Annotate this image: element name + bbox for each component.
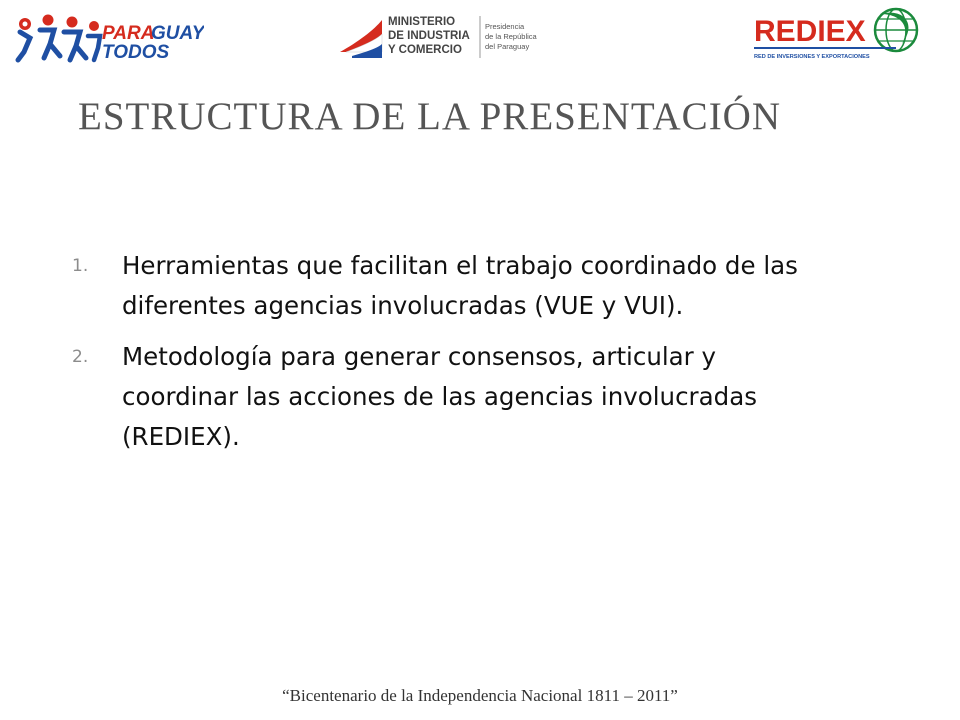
globe-icon xyxy=(875,9,917,51)
ministerio-sub2: de la República xyxy=(485,32,537,41)
ministerio-line2: DE INDUSTRIA xyxy=(388,30,470,42)
list-item-number: 1. xyxy=(72,256,89,276)
todos-text: TODOS xyxy=(102,42,170,63)
list-item-number: 2. xyxy=(72,347,89,367)
list-item xyxy=(72,337,902,457)
list-item xyxy=(72,246,902,326)
slide-title: ESTRUCTURA DE LA PRESENTACIÓN xyxy=(78,95,782,138)
numbered-list xyxy=(72,246,902,468)
list-item-line: (REDIEX). xyxy=(122,422,240,451)
list-item-line: diferentes agencias involucradas (VUE y VUI). xyxy=(122,291,684,320)
list-item-line: Herramientas que facilitan el trabajo coordinado de las xyxy=(122,251,798,280)
rediex-subtitle: RED DE INVERSIONES Y EXPORTACIONES xyxy=(754,54,870,60)
ministerio-line1: MINISTERIO xyxy=(388,16,456,28)
paraguay-part1: PARA xyxy=(102,23,155,44)
list-item-line: Metodología para generar consensos, articular y xyxy=(122,342,717,371)
ministerio-sub1: Presidencia xyxy=(485,22,525,31)
list-item-line: coordinar las acciones de las agencias involucradas xyxy=(122,382,757,411)
footer-text: “Bicentenario de la Independencia Nacional 1811 – 2011” xyxy=(282,686,678,705)
ministerio-logo xyxy=(338,8,558,66)
rediex-name: REDIEX xyxy=(754,15,866,48)
paraguay-todos-logo xyxy=(14,8,204,66)
ministerio-sub3: del Paraguay xyxy=(485,42,530,51)
paraguay-part2: GUAY xyxy=(151,23,204,44)
rediex-logo xyxy=(752,4,920,68)
ministerio-line3: Y COMERCIO xyxy=(388,44,462,56)
